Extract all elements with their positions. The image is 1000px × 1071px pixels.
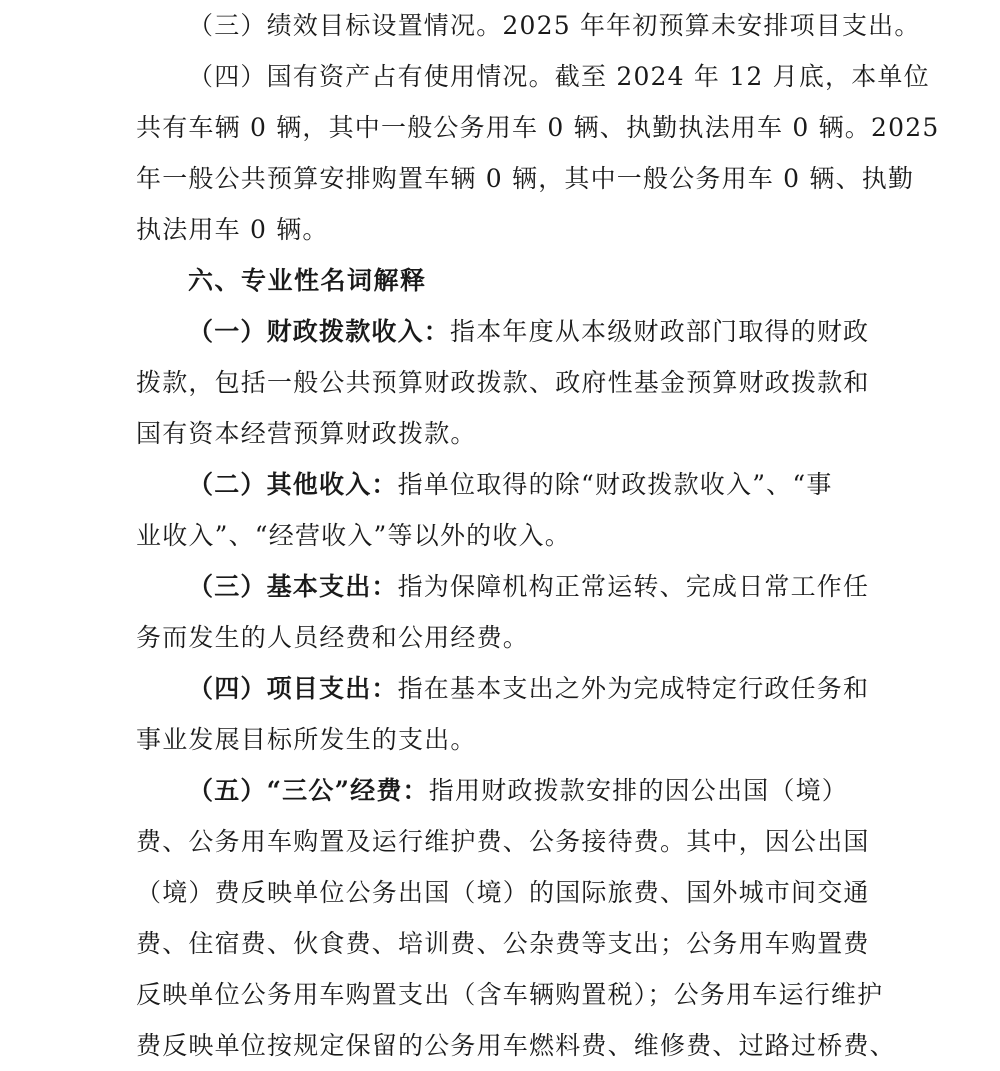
term-basic-expenditure xyxy=(136,561,880,663)
text-line xyxy=(136,663,880,714)
term-label: （一）财政拨款收入： xyxy=(188,317,451,346)
term-other-income xyxy=(136,459,880,561)
term-label: （三）基本支出： xyxy=(188,572,398,601)
term-definition: 指在基本支出之外为完成特定行政任务和 xyxy=(397,674,870,703)
text-line: 务而发生的人员经费和公用经费。 xyxy=(136,623,530,652)
text-line: 执法用车 0 辆。 xyxy=(136,215,329,244)
term-label: （二）其他收入： xyxy=(188,470,398,499)
term-three-public-expenses xyxy=(136,765,896,1071)
text-line: 费、公务用车购置及运行维护费、公务接待费。其中，因公出国 xyxy=(136,827,870,856)
term-definition: 指为保障机构正常运转、完成日常工作任 xyxy=(397,572,870,601)
text-line: （四）国有资产占有使用情况。截至 2024 年 12 月底，本单位 xyxy=(188,62,930,91)
term-fiscal-appropriation-income xyxy=(136,306,880,459)
text-line: 业收入”、“经营收入”等以外的收入。 xyxy=(136,521,571,550)
term-project-expenditure xyxy=(136,663,880,765)
section-heading: 六、专业性名词解释 xyxy=(188,266,427,295)
document-page xyxy=(136,0,940,1071)
term-definition: 指用财政拨款安排的因公出国（境） xyxy=(428,776,848,805)
text-line: （境）费反映单位公务出国（境）的国际旅费、国外城市间交通 xyxy=(136,878,870,907)
text-line: 国有资本经营预算财政拨款。 xyxy=(136,419,477,448)
text-line xyxy=(136,765,880,816)
term-definition: 指单位取得的除“财政拨款收入”、“事 xyxy=(397,470,833,499)
text-line: 事业发展目标所发生的支出。 xyxy=(136,725,477,754)
text-line xyxy=(136,561,880,612)
term-label: （五）“三公”经费： xyxy=(188,776,429,805)
term-definition: 指本年度从本级财政部门取得的财政 xyxy=(450,317,870,346)
text-line: 拨款，包括一般公共预算财政拨款、政府性基金预算财政拨款和 xyxy=(136,368,870,397)
text-line: 费、住宿费、伙食费、培训费、公杂费等支出；公务用车购置费 xyxy=(136,929,870,958)
text-line: 反映单位公务用车购置支出（含车辆购置税）；公务用车运行维护 xyxy=(136,980,884,1009)
text-line: 费反映单位按规定保留的公务用车燃料费、维修费、过路过桥费、 xyxy=(136,1031,896,1060)
text-line xyxy=(136,306,880,357)
text-line: 年一般公共预算安排购置车辆 0 辆，其中一般公务用车 0 辆、执勤 xyxy=(136,164,915,193)
paragraph-state-assets xyxy=(136,51,940,255)
text-line xyxy=(136,459,880,510)
term-label: （四）项目支出： xyxy=(188,674,398,703)
paragraph-performance-targets: （三）绩效目标设置情况。2025 年年初预算未安排项目支出。 xyxy=(188,11,921,40)
text-line: 共有车辆 0 辆，其中一般公务用车 0 辆、执勤执法用车 0 辆。2025 xyxy=(136,113,940,142)
